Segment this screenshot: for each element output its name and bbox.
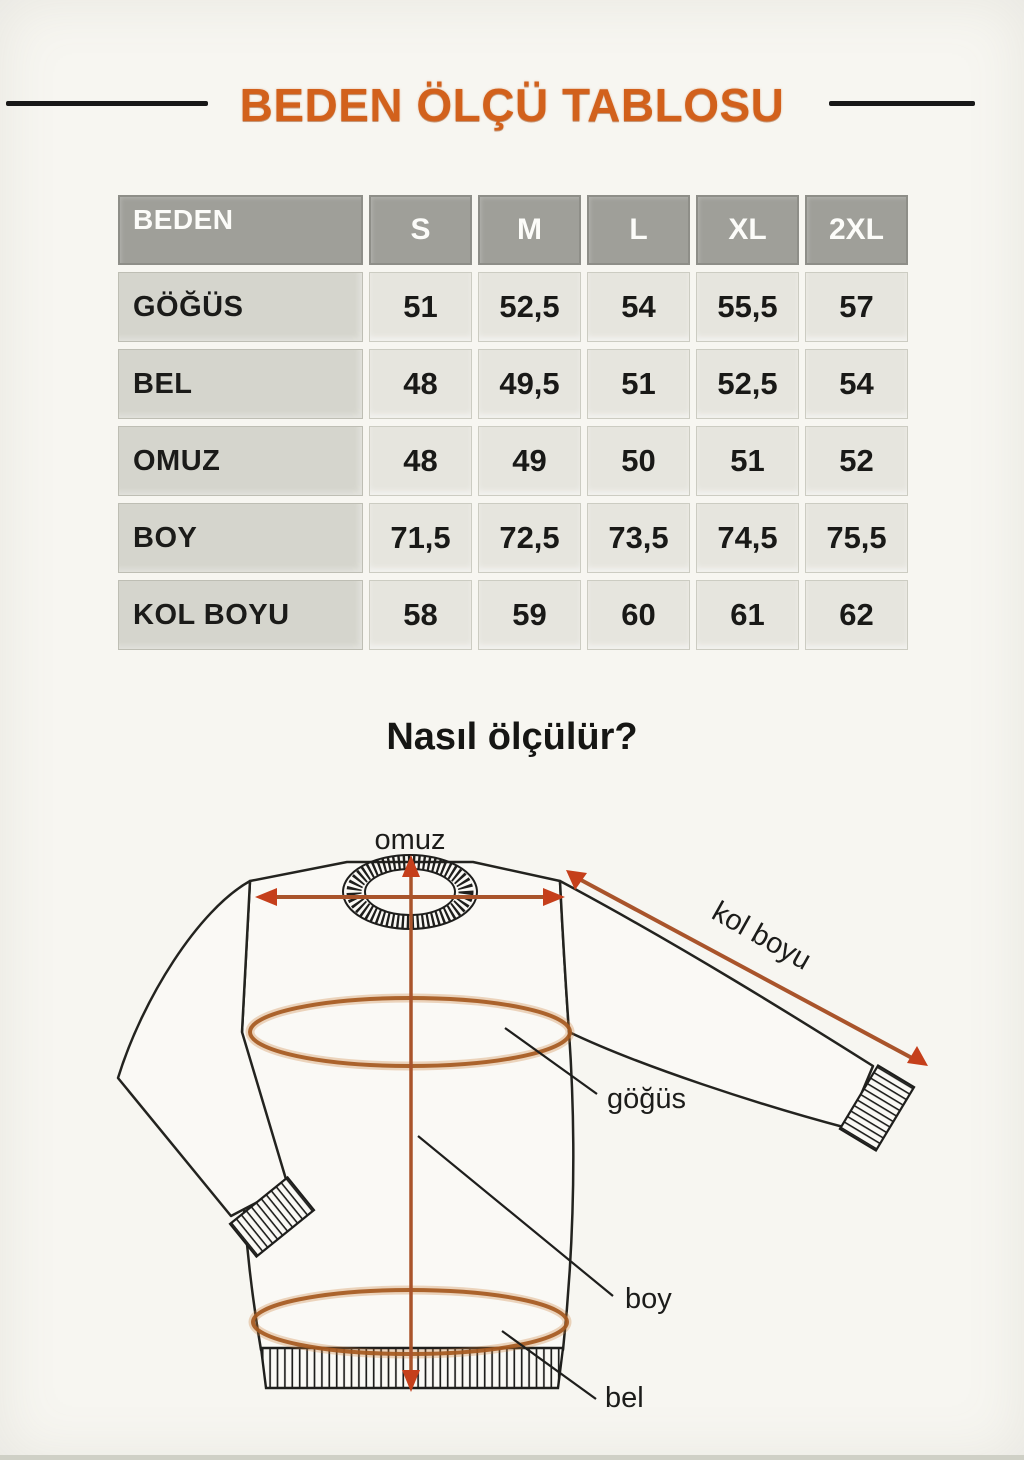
table-cell-boy-l: 73,5 [587,503,690,573]
table-header-size-l: L [587,195,690,265]
table-header-size-xl: XL [696,195,799,265]
table-cell-bel-m: 49,5 [478,349,581,419]
table-cell-gogus-xl: 55,5 [696,272,799,342]
table-cell-omuz-2xl: 52 [805,426,908,496]
row-label-boy: BOY [118,503,363,573]
diagram-label-bel: bel [605,1382,644,1414]
row-label-gogus: GÖĞÜS [118,272,363,342]
row-label-omuz: OMUZ [118,426,363,496]
table-cell-kolboyu-xl: 61 [696,580,799,650]
table-cell-gogus-s: 51 [369,272,472,342]
table-header-size-s: S [369,195,472,265]
table-cell-bel-xl: 52,5 [696,349,799,419]
row-label-bel: BEL [118,349,363,419]
table-cell-bel-s: 48 [369,349,472,419]
table-cell-kolboyu-2xl: 62 [805,580,908,650]
table-cell-gogus-l: 54 [587,272,690,342]
table-cell-omuz-xl: 51 [696,426,799,496]
table-cell-bel-2xl: 54 [805,349,908,419]
table-cell-omuz-l: 50 [587,426,690,496]
table-cell-kolboyu-l: 60 [587,580,690,650]
title-rule-right [829,101,975,106]
size-table [118,195,908,650]
table-header-beden: BEDEN [118,195,363,265]
table-cell-boy-m: 72,5 [478,503,581,573]
table-cell-boy-xl: 74,5 [696,503,799,573]
table-cell-bel-l: 51 [587,349,690,419]
diagram-label-kol-boyu: kol boyu [706,895,817,977]
table-cell-kolboyu-s: 58 [369,580,472,650]
table-cell-boy-s: 71,5 [369,503,472,573]
diagram-label-boy: boy [625,1283,672,1315]
table-cell-boy-2xl: 75,5 [805,503,908,573]
row-label-kol-boyu: KOL BOYU [118,580,363,650]
table-cell-gogus-m: 52,5 [478,272,581,342]
table-cell-omuz-s: 48 [369,426,472,496]
diagram-label-gogus: göğüs [607,1083,687,1115]
table-cell-omuz-m: 49 [478,426,581,496]
table-cell-gogus-2xl: 57 [805,272,908,342]
page-title: BEDEN ÖLÇÜ TABLOSU [239,79,785,131]
sweater-body-outline [240,862,573,1350]
sweater-measurement-diagram [0,790,1024,1460]
how-to-measure-heading: Nasıl ölçülür? [386,716,638,758]
table-header-size-m: M [478,195,581,265]
table-cell-kolboyu-m: 59 [478,580,581,650]
diagram-label-omuz: omuz [374,824,446,856]
table-header-size-2xl: 2XL [805,195,908,265]
photo-bottom-edge [0,1455,1024,1460]
